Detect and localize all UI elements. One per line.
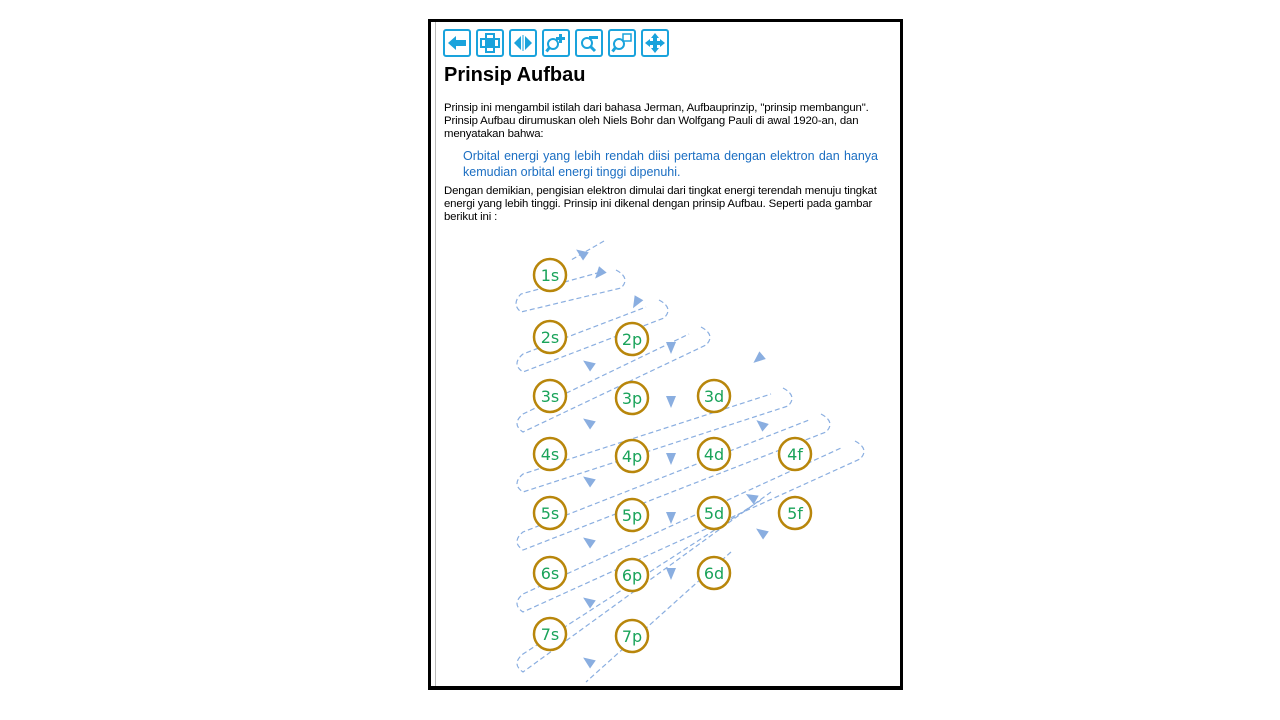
filling-order-path — [571, 241, 604, 260]
aufbau-statement: Orbital energi yang lebih rendah diisi pertama dengan elektron dan hanya kemudian orbital energi tinggi dipenuhi. — [463, 149, 878, 179]
direction-arrow-icon — [750, 351, 766, 366]
orbital-6p — [616, 559, 648, 591]
orbital-5f — [779, 497, 811, 529]
direction-arrow-icon — [666, 568, 676, 580]
direction-arrow-icon — [666, 342, 676, 354]
orbital-4p — [616, 440, 648, 472]
orbital-1s — [534, 259, 566, 291]
orbital-label: 5p — [621, 506, 643, 525]
aufbau-diagram — [431, 22, 900, 686]
orbital-2s — [534, 321, 566, 353]
orbital-3s — [534, 380, 566, 412]
direction-arrow-icon — [591, 266, 606, 282]
orbital-label: 4d — [703, 445, 725, 464]
orbital-5d — [698, 497, 730, 529]
direction-arrow-icon — [666, 453, 676, 465]
direction-arrow-icon — [666, 512, 676, 524]
orbital-6d — [698, 557, 730, 589]
direction-arrow-icon — [580, 593, 596, 608]
direction-arrow-icon — [580, 472, 596, 487]
orbital-label: 3p — [621, 389, 643, 408]
direction-arrow-icon — [580, 533, 596, 548]
explanation-paragraph: Dengan demikian, pengisian elektron dimulai dari tingkat energi terendah menuju tingkat energi yang lebih tinggi. Prinsip ini dikenal dengan prinsip Aufbau. Seperti pada gambar berikut ini : — [444, 185, 877, 223]
page-title: Prinsip Aufbau — [444, 64, 586, 86]
orbital-label: 4s — [540, 445, 560, 464]
orbital-6s — [534, 557, 566, 589]
orbital-3d — [698, 380, 730, 412]
direction-arrow-icon — [580, 356, 596, 371]
orbital-label: 7s — [540, 625, 560, 644]
orbital-label: 3d — [703, 387, 725, 406]
orbital-5s — [534, 497, 566, 529]
orbital-5p — [616, 499, 648, 531]
orbital-label: 6s — [540, 564, 560, 583]
orbital-label: 2s — [540, 328, 560, 347]
orbital-7p — [616, 620, 648, 652]
orbital-label: 5f — [787, 504, 803, 523]
orbital-label: 3s — [540, 387, 560, 406]
filling-order-path — [516, 270, 625, 312]
orbital-7s — [534, 618, 566, 650]
orbital-label: 4f — [787, 445, 803, 464]
orbital-label: 7p — [621, 627, 643, 646]
direction-arrow-icon — [753, 524, 769, 539]
intro-paragraph: Prinsip ini mengambil istilah dari bahasa Jerman, Aufbauprinzip, "prinsip membangun". Prinsip Aufbau dirumuskan oleh Niels Bohr dan Wolfgang Pauli di awal 1920-an, dan menyatakan bahwa: — [444, 102, 869, 140]
orbital-2p — [616, 323, 648, 355]
filling-order-path — [517, 414, 830, 550]
direction-arrow-icon — [580, 653, 596, 668]
filling-order-path — [517, 441, 864, 612]
orbital-3p — [616, 382, 648, 414]
orbital-4f — [779, 438, 811, 470]
orbital-4s — [534, 438, 566, 470]
direction-arrow-icon — [580, 414, 596, 429]
direction-arrow-icon — [573, 245, 589, 260]
orbital-label: 6p — [621, 566, 643, 585]
orbital-label: 2p — [621, 330, 643, 349]
orbital-label: 5d — [703, 504, 725, 523]
orbital-label: 1s — [540, 266, 560, 285]
orbital-label: 5s — [540, 504, 560, 523]
document-viewer — [428, 19, 903, 690]
orbital-label: 6d — [703, 564, 725, 583]
orbital-4d — [698, 438, 730, 470]
direction-arrow-icon — [753, 416, 769, 431]
direction-arrow-icon — [666, 396, 676, 408]
orbital-label: 4p — [621, 447, 643, 466]
